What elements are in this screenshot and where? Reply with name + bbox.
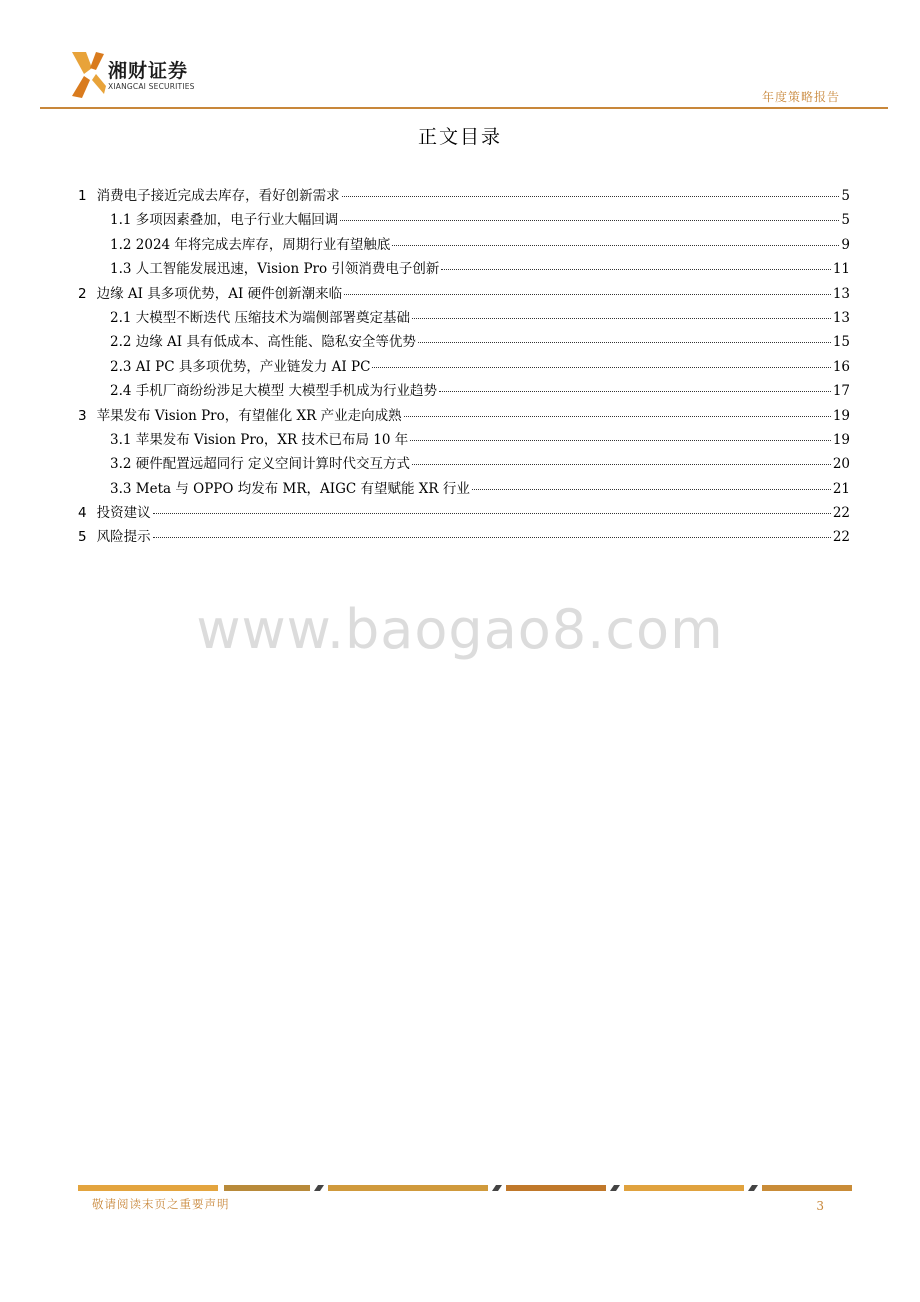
toc-entry-page: 9 bbox=[841, 236, 850, 253]
toc-entry-page: 11 bbox=[832, 261, 850, 278]
toc-dot-leader bbox=[344, 294, 831, 295]
toc-section-entry[interactable] bbox=[78, 233, 850, 257]
toc-section-entry[interactable] bbox=[78, 477, 850, 501]
toc-entry-page: 19 bbox=[832, 431, 850, 448]
toc-entry-label: 2.4 手机厂商纷纷涉足大模型 大模型手机成为行业趋势 bbox=[110, 383, 438, 400]
toc-section-entry[interactable] bbox=[78, 428, 850, 452]
toc-entry-label: 消费电子接近完成去库存，看好创新需求 bbox=[96, 188, 340, 204]
toc-chapter-entry[interactable] bbox=[78, 525, 850, 549]
toc-dot-leader bbox=[412, 464, 831, 465]
toc-section-entry[interactable] bbox=[78, 208, 850, 232]
toc-dot-leader bbox=[392, 245, 839, 246]
toc-dot-leader bbox=[340, 220, 839, 221]
brand-name-en: XIANGCAI SECURITIES bbox=[108, 82, 195, 91]
toc-entry-page: 22 bbox=[832, 529, 850, 546]
footer-disclaimer-note: 敬请阅读末页之重要声明 bbox=[92, 1197, 230, 1211]
toc-section-entry[interactable] bbox=[78, 379, 850, 403]
page-number: 3 bbox=[816, 1199, 824, 1213]
page-header bbox=[0, 0, 920, 120]
toc-section-entry[interactable] bbox=[78, 330, 850, 354]
toc-entry-page: 17 bbox=[832, 383, 850, 400]
toc-entry-label: 投资建议 bbox=[96, 505, 151, 522]
toc-entry-number: 3 bbox=[78, 407, 87, 424]
toc-entry-page: 13 bbox=[832, 309, 850, 326]
report-type-label: 年度策略报告 bbox=[761, 90, 840, 104]
toc-entry-label: 3.1 苹果发布 Vision Pro，XR 技术已布局 10 年 bbox=[110, 431, 409, 448]
toc-entry-number: 2 bbox=[78, 285, 87, 302]
toc-dot-leader bbox=[342, 196, 840, 197]
header-divider bbox=[40, 107, 888, 109]
toc-entry-label: 2.3 AI PC 具多项优势，产业链发力 AI PC bbox=[110, 358, 371, 375]
toc-entry-page: 5 bbox=[841, 212, 850, 229]
toc-entry-label: 3.2 硬件配置远超同行 定义空间计算时代交互方式 bbox=[110, 456, 411, 473]
toc-entry-label: 2.1 大模型不断迭代 压缩技术为端侧部署奠定基础 bbox=[110, 309, 411, 326]
toc-section-entry[interactable] bbox=[78, 306, 850, 330]
toc-dot-leader bbox=[153, 537, 831, 538]
toc-dot-leader bbox=[404, 416, 831, 417]
toc-section-entry[interactable] bbox=[78, 257, 850, 281]
toc-entry-label: 1.1 多项因素叠加，电子行业大幅回调 bbox=[110, 212, 339, 229]
toc-entry-label: 风险提示 bbox=[96, 529, 151, 546]
toc-entry-page: 13 bbox=[832, 285, 850, 302]
toc-dot-leader bbox=[472, 489, 831, 490]
toc-dot-leader bbox=[412, 318, 831, 319]
toc-section-entry[interactable] bbox=[78, 452, 850, 476]
watermark: www.baogao8.com bbox=[196, 598, 724, 661]
toc-chapter-entry[interactable] bbox=[78, 404, 850, 428]
toc-title: 正文目录 bbox=[417, 126, 502, 148]
toc-chapter-entry[interactable] bbox=[78, 184, 850, 208]
toc-entry-number: 4 bbox=[78, 505, 87, 522]
xiangcai-logo-icon bbox=[68, 48, 108, 100]
toc-entry-page: 15 bbox=[832, 334, 850, 351]
toc-dot-leader bbox=[441, 269, 830, 270]
brand-name-cn: 湘财证券 bbox=[108, 60, 189, 82]
toc-dot-leader bbox=[372, 367, 830, 368]
toc-dot-leader bbox=[418, 342, 831, 343]
toc-entry-label: 边缘 AI 具多项优势，AI 硬件创新潮来临 bbox=[96, 285, 343, 302]
toc-entry-number: 5 bbox=[78, 529, 87, 546]
toc-chapter-entry[interactable] bbox=[78, 501, 850, 525]
toc-chapter-entry[interactable] bbox=[78, 282, 850, 306]
toc-section-entry[interactable] bbox=[78, 355, 850, 379]
toc-entry-label: 1.2 2024 年将完成去库存，周期行业有望触底 bbox=[110, 236, 391, 253]
toc-entry-label: 苹果发布 Vision Pro，有望催化 XR 产业走向成熟 bbox=[96, 407, 402, 424]
toc-entry-label: 1.3 人工智能发展迅速，Vision Pro 引领消费电子创新 bbox=[110, 261, 440, 278]
toc-dot-leader bbox=[153, 513, 831, 514]
toc-dot-leader bbox=[410, 440, 831, 441]
toc-entry-page: 5 bbox=[841, 188, 850, 204]
toc-entry-label: 2.2 边缘 AI 具有低成本、高性能、隐私安全等优势 bbox=[110, 334, 416, 351]
toc-dot-leader bbox=[439, 391, 831, 392]
toc-entry-label: 3.3 Meta 与 OPPO 均发布 MR，AIGC 有望赋能 XR 行业 bbox=[110, 480, 470, 497]
toc-entry-page: 19 bbox=[832, 407, 850, 424]
table-of-contents bbox=[78, 184, 850, 550]
toc-entry-page: 22 bbox=[832, 505, 850, 522]
toc-entry-page: 21 bbox=[832, 480, 850, 497]
toc-entry-page: 20 bbox=[832, 456, 850, 473]
footer-divider bbox=[78, 1185, 852, 1191]
toc-entry-page: 16 bbox=[832, 358, 850, 375]
toc-entry-number: 1 bbox=[78, 188, 87, 204]
